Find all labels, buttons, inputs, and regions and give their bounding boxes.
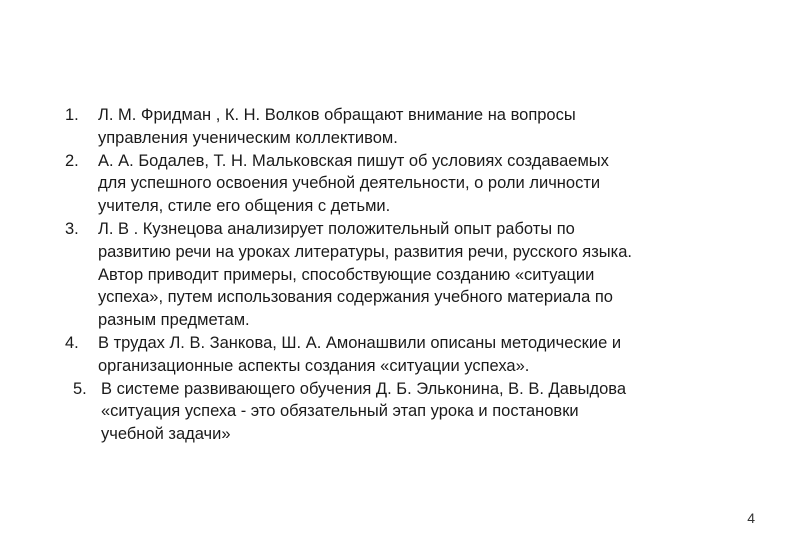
- list-item-text: [98, 218, 745, 332]
- text-line: «ситуация успеха - это обязательный этап урока и постановки: [101, 402, 579, 421]
- text-line: развитию речи на уроках литературы, развития речи, русского языка.: [98, 242, 632, 261]
- text-line: учебной задачи»: [101, 425, 231, 444]
- list-item-text: [101, 378, 745, 446]
- list-item: [65, 104, 745, 150]
- page-number: 4: [747, 510, 755, 526]
- list-item-text: [98, 332, 745, 378]
- list-item-number: 2.: [65, 151, 79, 170]
- text-line: Автор приводит примеры, способствующие созданию «ситуации: [98, 265, 595, 284]
- list-item: [65, 378, 745, 446]
- text-line: Л. В . Кузнецова анализирует положительный опыт работы по: [98, 219, 575, 238]
- list-item-number: 1.: [65, 106, 79, 124]
- list-item-text: [98, 104, 745, 150]
- numbered-list: [65, 104, 745, 446]
- text-line: управления ученическим коллективом.: [98, 128, 398, 147]
- text-line: В трудах Л. В. Занкова, Ш. А. Амонашвили описаны методические и: [98, 333, 622, 352]
- text-line: организационные аспекты создания «ситуации успеха».: [98, 356, 530, 375]
- text-line: Л. М. Фридман , К. Н. Волков обращают внимание на вопросы: [98, 106, 576, 124]
- text-line: А. А. Бодалев, Т. Н. Мальковская пишут об условиях создаваемых: [98, 151, 609, 170]
- list-item-number: 3.: [65, 219, 79, 238]
- list-item: [65, 218, 745, 332]
- list-item-number: 5.: [73, 379, 87, 398]
- text-line: учителя, стиле его общения с детьми.: [98, 197, 391, 216]
- list-item: [65, 150, 745, 218]
- list-item: [65, 332, 745, 378]
- list-item-number: 4.: [65, 333, 79, 352]
- text-line: В системе развивающего обучения Д. Б. Эльконина, В. В. Давыдова: [101, 379, 627, 398]
- text-line: успеха», путем использования содержания учебного материала по: [98, 288, 613, 307]
- text-line: для успешного освоения учебной деятельности, о роли личности: [98, 174, 601, 193]
- text-line: разным предметам.: [98, 311, 250, 330]
- list-item-text: [98, 150, 745, 218]
